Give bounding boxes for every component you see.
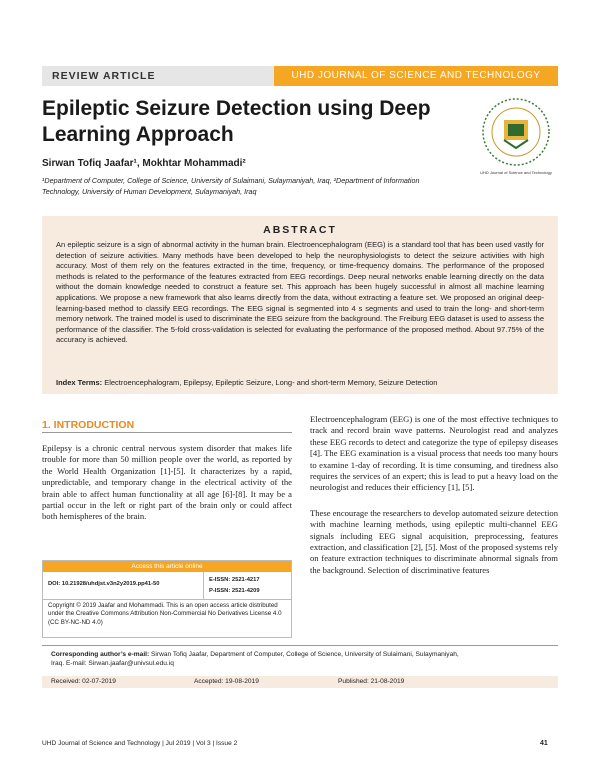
abstract-heading: ABSTRACT bbox=[263, 224, 337, 236]
pissn: P-ISSN: 2521-4209 bbox=[209, 588, 260, 594]
title-line-1: Epileptic Seizure Detection using Deep bbox=[42, 97, 431, 120]
published-date: Published: 21-08-2019 bbox=[338, 678, 405, 685]
index-terms bbox=[56, 378, 544, 387]
right-column bbox=[310, 414, 558, 590]
correspondence-divider bbox=[42, 645, 558, 646]
affiliation-line-2: Technology, University of Human Development, Sulaymaniyah, Iraq bbox=[42, 187, 257, 196]
section-divider bbox=[42, 432, 292, 433]
section-title: 1. INTRODUCTION bbox=[42, 419, 135, 431]
index-terms-list: Electroencephalogram, Epilepsy, Epileptic Seizure, Long- and short-term Memory, Seizure Detection bbox=[104, 378, 438, 387]
access-online-heading: Access this article online bbox=[43, 561, 291, 572]
affiliation-line-1: ¹Department of Computer, College of Science, University of Sulaimani, Sulaymaniyah, Iraq, ²Department of Information bbox=[42, 176, 420, 185]
correspondence-label: Corresponding author’s e-mail: bbox=[51, 651, 150, 658]
abstract-text: An epileptic seizure is a sign of abnormal activity in the human brain. Electroencephalogram (EEG) is a standard tool that has been used vastly for detection of seizure activities. Many methods have been developed to help the neurophysiologists to detect the seizure activities with high accuracy. Most of them rely on the features extracted in the time, frequency, or time-frequency domains. The performance of the proposed methods is related to the performance of the features extracted from EEG recordings. Deep neural networks enable learning directly on the data without the domain knowledge needed to construct a feature set. This approach has been hugely successful in almost all machine learning applications. We propose a new framework that also learns directly from the data, without extracting a feature set. We proposed an original deep-learning-based method to classify EEG recordings. The EEG signal is segmented into 4 s segments and used to train the long- and short-term memory network. The trained model is used to discriminate the EEG seizure from the background. The Freiburg EEG dataset is used to assess the performance of the classifier. The 5-fold cross-validation is selected for evaluating the performance of the proposed method. About 97.75% of the accuracy is achieved. bbox=[56, 240, 544, 345]
index-terms-label: Index Terms: bbox=[56, 378, 103, 387]
accepted-date: Accepted: 19-08-2019 bbox=[194, 678, 259, 685]
copyright-notice: Copyright © 2019 Jaafar and Mohammadi. This is an open access article distributed under the Creative Commons Attribution Non-Commercial No Derivatives License 4.0 (CC BY-NC-ND 4.0) bbox=[48, 602, 282, 626]
abstract-box bbox=[42, 216, 558, 394]
correspondence bbox=[51, 650, 551, 668]
paper-title bbox=[42, 96, 462, 148]
correspondence-line-1: Sirwan Tofiq Jaafar, Department of Computer, College of Science, University of Sulaimani, Sulaymaniyah, bbox=[149, 651, 459, 658]
footer-journal-info: UHD Journal of Science and Technology | Jul 2019 | Vol 3 | Issue 2 bbox=[42, 740, 238, 747]
correspondence-email[interactable]: Iraq. E-mail: Sirwan.jaafar@univsul.edu.iq bbox=[51, 660, 174, 667]
journal-seal-logo bbox=[474, 94, 558, 176]
access-online-box bbox=[42, 560, 292, 638]
logo-caption: UHD Journal of Science and Technology bbox=[480, 170, 552, 175]
intro-paragraph-3: These encourage the researchers to develop automated seizure detection with machine learning methods, using epileptic multi-channel EEG signals including EEG signal acquisition, preprocessing, features extraction, and classification [2], [5]. Most of the proposed systems rely on feature extraction techniques to discriminate abnormal signals from the background. Selection of discriminative features bbox=[310, 507, 558, 575]
dates-bar bbox=[42, 676, 558, 688]
left-column bbox=[42, 443, 292, 523]
affiliations bbox=[42, 175, 462, 197]
box-divider-horizontal bbox=[43, 599, 291, 600]
page-number: 41 bbox=[540, 740, 548, 747]
authors: Sirwan Tofiq Jaafar¹, Mokhtar Mohammadi² bbox=[42, 158, 246, 169]
title-line-2: Learning Approach bbox=[42, 123, 234, 146]
doi-link[interactable]: DOI: 10.21928/uhdjst.v3n2y2019.pp41-50 bbox=[48, 581, 160, 587]
box-divider-vertical bbox=[203, 572, 204, 599]
received-date: Received: 02-07-2019 bbox=[51, 678, 116, 685]
intro-paragraph-2: Electroencephalogram (EEG) is one of the most effective techniques to track and record brain wave patterns. Neurologist read and analyzes these EEG records to detect and categorize the type of epilepsy diseases [4]. The EEG examination is a visual process that needs too many hours to examine 1-day of recording. It is time consuming, and tiredness also requires the services of an expert; this is lead to put a heavy load on the neurologist and reduces their efficiency [1], [5]. bbox=[310, 414, 558, 493]
intro-paragraph-1: Epilepsy is a chronic central nervous system disorder that makes life trouble for more than 50 million people over the world, as reported by the World Health Organization [1]-[5]. It characterizes by a rapid, unpredictable, and temporary change in the electrical activity of the brain able to affect human functionality at all age [6]-[8]. It may be a partial occur in the left or right part of the brain only or could affect both hemispheres of the brain. bbox=[42, 443, 292, 522]
eissn: E-ISSN: 2521-4217 bbox=[209, 577, 260, 583]
article-type-label: REVIEW ARTICLE bbox=[42, 66, 274, 86]
journal-name-banner: UHD JOURNAL OF SCIENCE AND TECHNOLOGY bbox=[274, 66, 558, 86]
